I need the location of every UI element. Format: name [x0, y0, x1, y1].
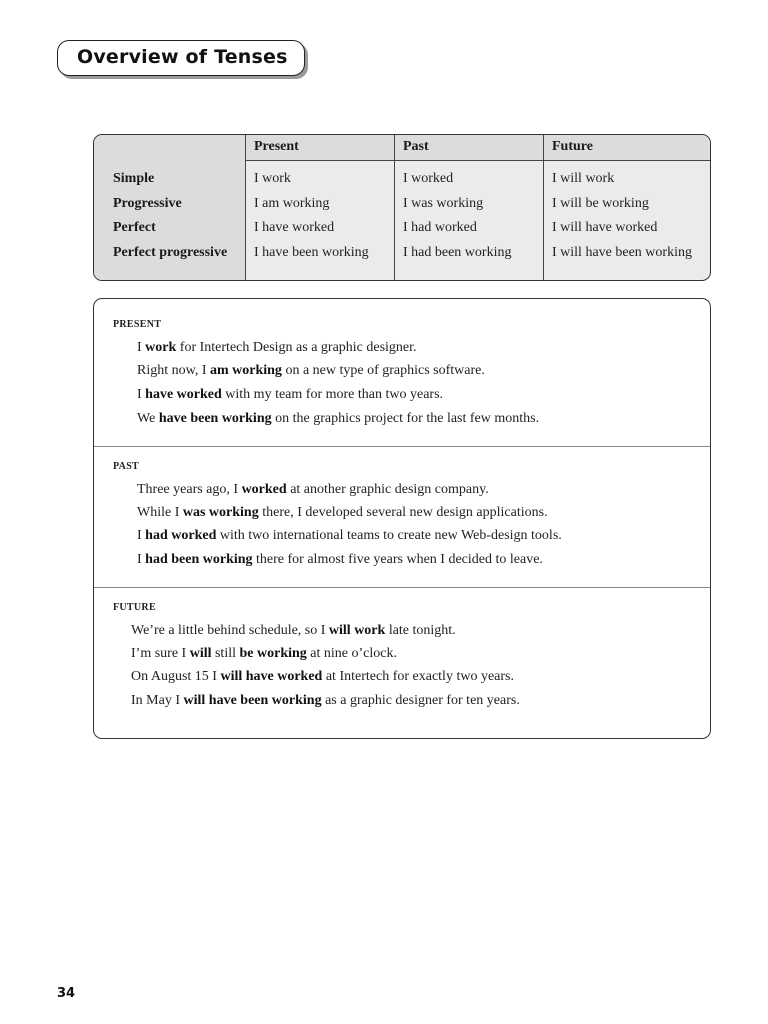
example-sentence: [137, 411, 539, 427]
verb-phrase: will: [189, 646, 212, 661]
verb-phrase: will have been working: [183, 693, 322, 708]
sentence-text: there, I developed several new design applications.: [258, 505, 548, 520]
example-sentence: [131, 669, 514, 685]
sentence-text: We: [137, 411, 159, 426]
present-examples-section: [94, 299, 710, 446]
sentence-text: still: [211, 646, 240, 661]
sentence-text: at nine o’clock.: [306, 646, 397, 661]
sentence-text: at Intertech for exactly two years.: [322, 669, 514, 684]
table-cell: I have been working: [254, 245, 369, 260]
verb-phrase: have worked: [145, 387, 222, 402]
past-examples-section: [94, 446, 710, 588]
verb-phrase: was working: [182, 505, 259, 520]
future-examples-section: [94, 587, 710, 739]
sentence-text: there for almost five years when I decided to leave.: [252, 552, 543, 567]
section-heading-past: PAST: [113, 461, 140, 472]
sentence-text: at another graphic design company.: [286, 482, 489, 497]
sentence-text: I: [137, 340, 146, 355]
sentence-text: for Intertech Design as a graphic designer.: [176, 340, 417, 355]
row-label-simple: Simple: [113, 171, 155, 186]
sentence-text: I’m sure I: [131, 646, 190, 661]
row-label-perfect: Perfect: [113, 220, 156, 235]
table-cell: I will be working: [552, 196, 649, 211]
verb-phrase: worked: [241, 482, 287, 497]
example-sentence: [137, 363, 485, 379]
section-heading-future: FUTURE: [113, 602, 156, 613]
row-label-progressive: Progressive: [113, 196, 182, 211]
sentence-text: I: [137, 528, 146, 543]
table-cell: I was working: [403, 196, 484, 211]
verb-phrase: will have worked: [220, 669, 323, 684]
page-number: 34: [57, 986, 76, 1001]
table-cell: I will have been working: [552, 245, 692, 260]
column-header-future: Future: [552, 139, 593, 154]
sentence-text: with my team for more than two years.: [221, 387, 444, 402]
sentence-text: on the graphics project for the last few months.: [271, 411, 540, 426]
column-header-past: Past: [403, 139, 429, 154]
tense-overview-table: [93, 134, 711, 281]
row-label-perfect-progressive: Perfect progressive: [113, 245, 228, 260]
sentence-text: Right now, I: [137, 363, 210, 378]
sentence-text: on a new type of graphics software.: [281, 363, 485, 378]
section-heading-present: PRESENT: [113, 319, 162, 330]
table-cell: I worked: [403, 171, 454, 186]
example-sentence: [137, 387, 443, 403]
sentence-text: as a graphic designer for ten years.: [321, 693, 520, 708]
sentence-text: with two international teams to create new Web-design tools.: [216, 528, 562, 543]
example-sentence: [137, 505, 548, 521]
examples-box: [93, 298, 711, 739]
sentence-text: We’re a little behind schedule, so I: [131, 623, 329, 638]
verb-phrase: will work: [328, 623, 386, 638]
example-sentence: [131, 693, 520, 709]
example-sentence: [137, 482, 489, 498]
verb-phrase: work: [145, 340, 177, 355]
sentence-text: late tonight.: [385, 623, 456, 638]
table-cell: I am working: [254, 196, 330, 211]
example-sentence: [137, 528, 562, 544]
example-sentence: [137, 340, 417, 356]
table-cell: I will have worked: [552, 220, 658, 235]
sentence-text: While I: [137, 505, 183, 520]
table-cell: I had been working: [403, 245, 512, 260]
example-sentence: [137, 552, 543, 568]
example-sentence: [131, 623, 456, 639]
verb-phrase: have been working: [158, 411, 272, 426]
sentence-text: Three years ago, I: [137, 482, 242, 497]
table-cell: I will work: [552, 171, 615, 186]
table-cell: I work: [254, 171, 291, 186]
page-title: Overview of Tenses: [77, 46, 288, 68]
verb-phrase: be working: [239, 646, 307, 661]
verb-phrase: had worked: [145, 528, 217, 543]
table-cell: I have worked: [254, 220, 335, 235]
page-title-box: [57, 40, 305, 76]
table-cell: I had worked: [403, 220, 477, 235]
column-header-present: Present: [254, 139, 299, 154]
sentence-text: On August 15 I: [131, 669, 221, 684]
sentence-text: I: [137, 387, 146, 402]
verb-phrase: am working: [209, 363, 282, 378]
sentence-text: In May I: [131, 693, 184, 708]
table-header-row: [94, 135, 710, 161]
sentence-text: I: [137, 552, 146, 567]
example-sentence: [131, 646, 397, 662]
verb-phrase: had been working: [145, 552, 253, 567]
